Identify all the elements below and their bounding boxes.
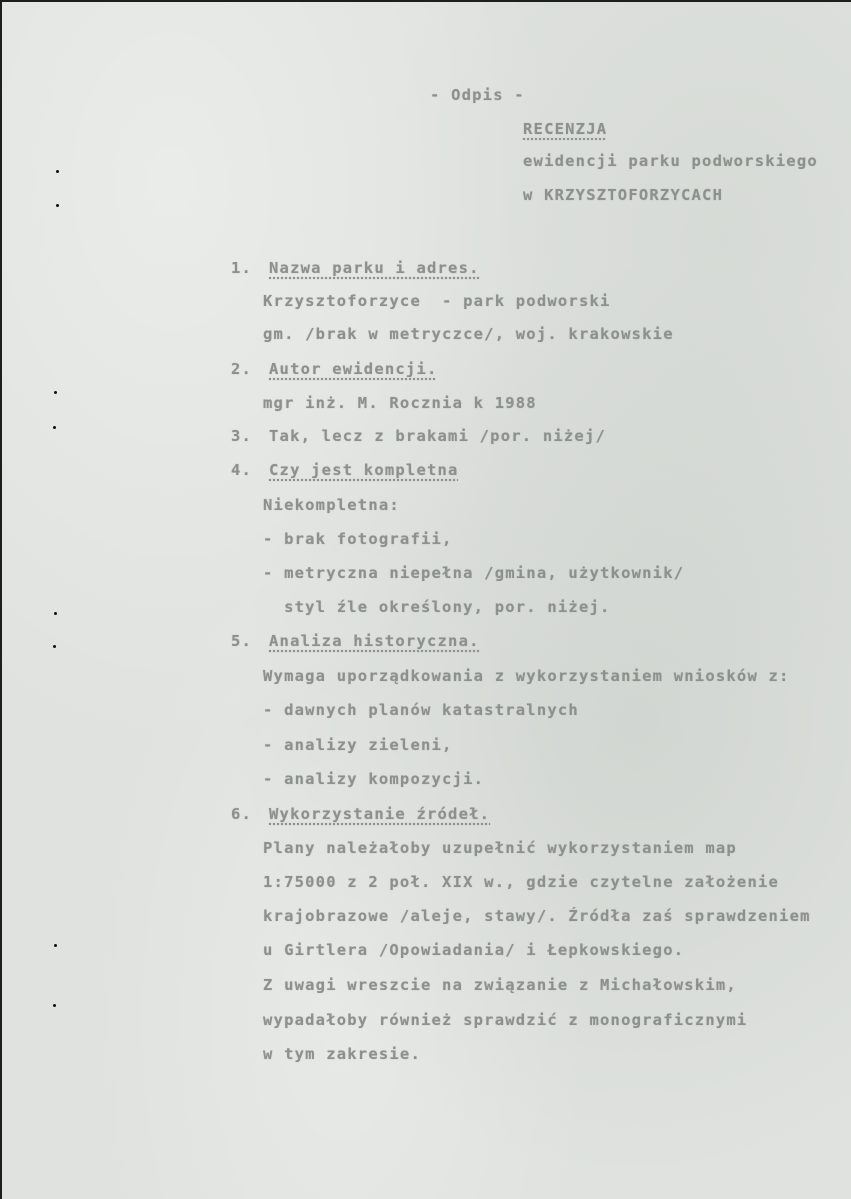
section-6-heading xyxy=(231,804,490,824)
section-4-line: styl źle określony, por. niżej. xyxy=(263,598,611,616)
section-6-line: 1:75000 z 2 poł. XIX w., gdzie czytelne założenie xyxy=(263,873,780,891)
section-6-line: Plany należałoby uzupełnić wykorzystaniem map xyxy=(263,839,737,857)
section-number: 4. xyxy=(231,461,253,479)
section-number: 6. xyxy=(231,805,253,823)
section-title: Czy jest kompletna xyxy=(269,461,459,479)
copy-mark: - Odpis - xyxy=(430,86,525,104)
section-1-heading xyxy=(231,258,480,278)
section-1-line: Krzysztoforzyce - park podworski xyxy=(263,292,611,310)
document-subtitle: ewidencji parku podworskiego xyxy=(523,152,818,170)
section-title: Analiza historyczna. xyxy=(269,632,480,650)
section-5-line: - analizy kompozycji. xyxy=(263,770,485,788)
section-4-line: - metryczna niepełna /gmina, użytkownik/ xyxy=(263,564,685,582)
document-title: RECENZJA xyxy=(523,120,608,138)
margin-dot xyxy=(54,944,57,947)
section-title: Wykorzystanie źródeł. xyxy=(269,805,491,823)
section-title: Autor ewidencji. xyxy=(269,360,438,378)
margin-dot xyxy=(56,170,59,173)
margin-dot xyxy=(53,426,56,429)
section-6-line: wypadałoby również sprawdzić z monograficznymi xyxy=(263,1011,748,1029)
section-4-line: - brak fotografii, xyxy=(263,530,453,548)
section-6-line: Z uwagi wreszcie na związanie z Michałowskim, xyxy=(263,976,737,994)
section-number: 3. xyxy=(231,427,253,445)
document-subtitle-location: w KRZYSZTOFORZYCACH xyxy=(523,186,724,204)
section-1-line: gm. /brak w metryczce/, woj. krakowskie xyxy=(263,325,674,343)
section-title: Nazwa parku i adres. xyxy=(269,259,480,277)
margin-dot xyxy=(54,612,57,615)
margin-dot xyxy=(54,391,57,394)
margin-dot xyxy=(53,1004,56,1007)
section-4-line: Niekompletna: xyxy=(263,496,400,514)
section-number: 1. xyxy=(231,259,253,277)
section-5-heading xyxy=(231,631,480,651)
margin-dot xyxy=(56,204,59,207)
section-6-line: u Girtlera /Opowiadania/ i Łepkowskiego. xyxy=(263,941,685,959)
section-5-line: - dawnych planów katastralnych xyxy=(263,701,579,719)
section-5-line: Wymaga uporządkowania z wykorzystaniem wniosków z: xyxy=(263,667,790,685)
section-2-line: mgr inż. M. Rocznia k 1988 xyxy=(263,394,537,412)
section-2-heading xyxy=(231,359,438,379)
margin-dot xyxy=(53,645,56,648)
section-5-line: - analizy zieleni, xyxy=(263,736,453,754)
document-page xyxy=(2,2,851,1199)
section-title: Tak, lecz z brakami /por. niżej/ xyxy=(269,427,607,445)
section-3-heading xyxy=(231,426,606,446)
section-4-heading xyxy=(231,460,459,480)
section-6-line: krajobrazowe /aleje, stawy/. Źródła zaś sprawdzeniem xyxy=(263,907,811,925)
section-number: 5. xyxy=(231,632,253,650)
section-6-line: w tym zakresie. xyxy=(263,1045,421,1063)
section-number: 2. xyxy=(231,360,253,378)
